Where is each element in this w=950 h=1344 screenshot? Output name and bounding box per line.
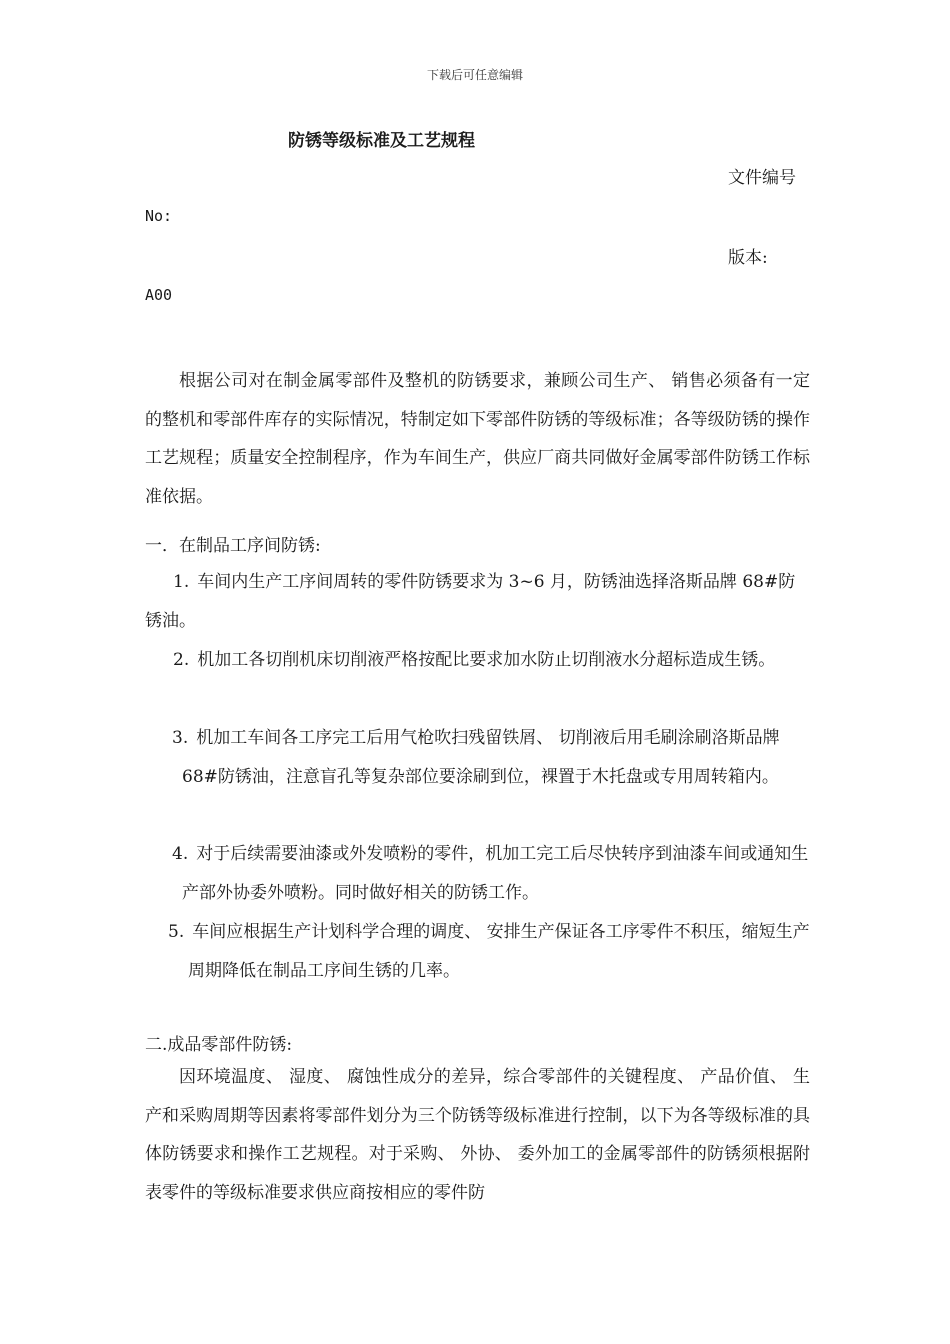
section-1-item xyxy=(168,913,812,990)
item-number: 2. xyxy=(173,650,190,670)
document-title: 防锈等级标准及工艺规程 xyxy=(288,131,475,151)
section-1-item xyxy=(145,641,810,680)
header-note: 下载后可任意编辑 xyxy=(426,68,523,82)
section-1-item xyxy=(172,719,810,796)
item-text: 机加工各切削机床切削液严格按配比要求加水防止切削液水分超标造成生锈。 xyxy=(197,650,776,670)
section-1-heading: 一．在制品工序间防锈: xyxy=(145,536,321,556)
section-1-item xyxy=(145,563,810,640)
file-number-value: No: xyxy=(145,207,173,225)
item-text: 对于后续需要油漆或外发喷粉的零件，机加工完工后尽快转序到油漆车间或通知生产部外协委外喷粉。同时做好相关的防锈工作。 xyxy=(182,844,809,903)
item-number: 1. xyxy=(173,572,190,592)
item-number: 5. xyxy=(168,922,185,942)
item-number: 4. xyxy=(172,844,189,864)
version-value: A00 xyxy=(145,286,173,304)
section-2-paragraph: 因环境温度、 湿度、 腐蚀性成分的差异，综合零部件的关键程度、 产品价值、 生产和采购周期等因素将零部件划分为三个防锈等级标准进行控制，以下为各等级标准的具体防锈要求和操作工艺规程。对于采购、 外协、 委外加工的金属零部件的防锈须根据附表零件的等级标准要求供应商按相应的零件防 xyxy=(145,1067,810,1203)
section-2-heading: 二.成品零部件防锈: xyxy=(145,1035,293,1055)
file-number-label: 文件编号 xyxy=(728,168,796,188)
item-number: 3. xyxy=(172,728,189,748)
intro-paragraph: 根据公司对在制金属零部件及整机的防锈要求，兼顾公司生产、 销售必须备有一定的整机和零部件库存的实际情况，特制定如下零部件防锈的等级标准；各等级防锈的操作工艺规程；质量安全控制程序，作为车间生产，供应厂商共同做好金属零部件防锈工作标准依据。 xyxy=(145,371,810,507)
item-text: 车间内生产工序间周转的零件防锈要求为 3~6 月，防锈油选择洛斯品牌 68#防锈油。 xyxy=(145,572,796,631)
item-text: 车间应根据生产计划科学合理的调度、 安排生产保证各工序零件不积压，缩短生产周期降低在制品工序间生锈的几率。 xyxy=(188,922,810,981)
item-text: 机加工车间各工序完工后用气枪吹扫残留铁屑、 切削液后用毛刷涂刷洛斯品牌 68#防锈油，注意盲孔等复杂部位要涂刷到位，裸置于木托盘或专用周转箱内。 xyxy=(182,728,780,787)
version-label: 版本: xyxy=(728,248,768,268)
section-1-item xyxy=(172,835,810,912)
